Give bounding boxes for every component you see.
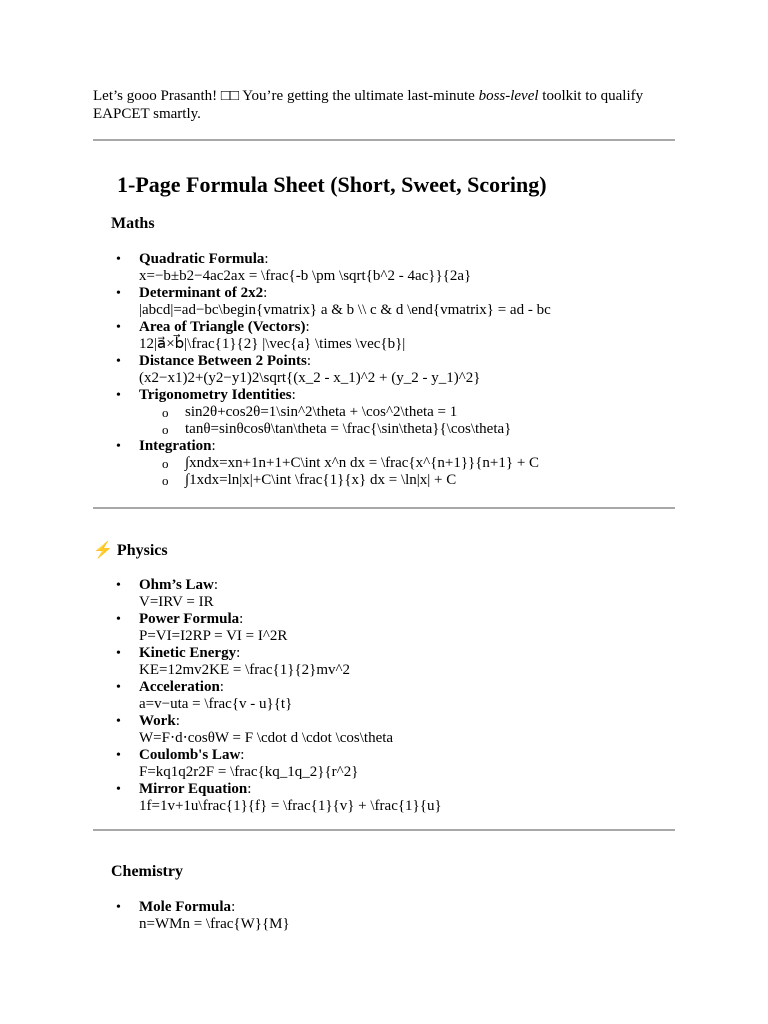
formula-text: P=VI=I2RP = VI = I^2R	[139, 628, 288, 644]
divider-maths	[93, 507, 675, 509]
list-item-quadratic-formula	[139, 251, 551, 285]
term-colon: :	[240, 747, 245, 763]
trigonometry-sublist	[139, 404, 551, 438]
sublist-item: o ∫1xdx=ln|x|+C\int \frac{1}{x} dx = \ln|x| + C	[139, 472, 551, 489]
lightning-icon: ⚡	[93, 542, 113, 559]
chemistry-heading: Chemistry	[111, 863, 183, 880]
physics-heading-text: Physics	[116, 542, 168, 559]
term-colon: :	[306, 353, 312, 369]
list-item-kinetic-energy	[139, 645, 442, 679]
term-colon: :	[291, 387, 296, 403]
chemistry-list	[139, 899, 290, 933]
term-label: Trigonometry Identities	[139, 387, 292, 403]
term-label: Work	[139, 713, 176, 729]
list-item-acceleration	[139, 679, 442, 713]
sublist-item: o tanθ=sinθcosθ\tan\theta = \frac{\sin\theta}{\cos\theta}	[139, 421, 551, 438]
term-label: Determinant of 2x2	[139, 285, 264, 301]
integration-sublist	[139, 455, 551, 489]
term-label: Integration	[139, 438, 212, 454]
list-item-work	[139, 713, 442, 747]
formula-text: a=v−uta = \frac{v - u}{t}	[139, 696, 293, 712]
term-colon: :	[305, 319, 310, 335]
list-item-ohms-law	[139, 577, 442, 611]
list-item-trigonometry	[139, 387, 551, 438]
page-title: 1-Page Formula Sheet (Short, Sweet, Scoring)	[117, 172, 547, 197]
formula-text: (x2−x1)2+(y2−y1)2\sqrt{(x_2 - x_1)^2 + (y_2 - y_1)^2}	[139, 370, 481, 386]
list-item-mole-formula	[139, 899, 290, 933]
intro-text-after: toolkit to qualify EAPCET smartly.	[93, 88, 644, 122]
list-item-triangle-area	[139, 319, 551, 353]
physics-list	[139, 577, 442, 815]
term-colon: :	[231, 899, 236, 915]
term-label: Distance Between 2 Points	[139, 353, 307, 369]
term-label: Coulomb's Law	[139, 747, 241, 763]
term-label: Mirror Equation	[139, 781, 248, 797]
term-label: Mole Formula	[139, 899, 232, 915]
term-label: Acceleration	[139, 679, 220, 695]
list-item-determinant	[139, 285, 551, 319]
term-colon: :	[239, 611, 244, 627]
physics-heading	[93, 541, 168, 561]
maths-heading: Maths	[111, 215, 155, 232]
term-label: Quadratic Formula	[139, 251, 265, 267]
intro-emphasis: boss-level	[478, 88, 539, 104]
formula-text: 1f=1v+1u\frac{1}{f} = \frac{1}{v} + \frac{1}{u}	[139, 798, 442, 814]
term-colon: :	[219, 679, 224, 695]
divider-physics	[93, 829, 675, 831]
term-colon: :	[236, 645, 241, 661]
list-item-mirror-equation	[139, 781, 442, 815]
formula-text: F=kq1q2r2F = \frac{kq_1q_2}{r^2}	[139, 764, 359, 780]
term-colon: :	[263, 285, 268, 301]
term-colon: :	[175, 713, 180, 729]
formula-text: |abcd|=ad−bc\begin{vmatrix} a & b \\ c & d \end{vmatrix} = ad - bc	[139, 302, 551, 318]
divider-top	[93, 139, 675, 141]
sublist-item: o ∫xndx=xn+1n+1+C\int x^n dx = \frac{x^{n+1}}{n+1} + C	[139, 455, 551, 472]
intro-text-before: Let’s gooo Prasanth! □□ You’re getting the ultimate last-minute	[93, 88, 479, 104]
list-item-integration	[139, 438, 551, 489]
term-label: Kinetic Energy	[139, 645, 237, 661]
list-item-distance	[139, 353, 551, 387]
list-item-coulombs-law	[139, 747, 442, 781]
sublist-item: o sin2θ+cos2θ=1\sin^2\theta + \cos^2\theta = 1	[139, 404, 551, 421]
maths-list	[139, 251, 551, 489]
formula-text: W=F⋅d⋅cosθW = F \cdot d \cdot \cos\theta	[139, 730, 394, 746]
formula-text: 12|a⃗×b⃗|\frac{1}{2} |\vec{a} \times \vec{b}|	[139, 336, 406, 352]
intro-paragraph	[93, 87, 675, 123]
term-label: Power Formula	[139, 611, 240, 627]
formula-text: x=−b±b2−4ac2ax = \frac{-b \pm \sqrt{b^2 - 4ac}}{2a}	[139, 268, 472, 284]
term-colon: :	[247, 781, 252, 797]
term-label: Ohm’s Law	[139, 577, 214, 593]
term-colon: :	[211, 438, 216, 454]
formula-text: V=IRV = IR	[139, 594, 214, 610]
list-item-power-formula	[139, 611, 442, 645]
term-label: Area of Triangle (Vectors)	[139, 319, 306, 335]
term-colon: :	[264, 251, 269, 267]
formula-text: n=WMn = \frac{W}{M}	[139, 916, 290, 932]
term-colon: :	[213, 577, 219, 593]
formula-text: KE=12mv2KE = \frac{1}{2}mv^2	[139, 662, 351, 678]
